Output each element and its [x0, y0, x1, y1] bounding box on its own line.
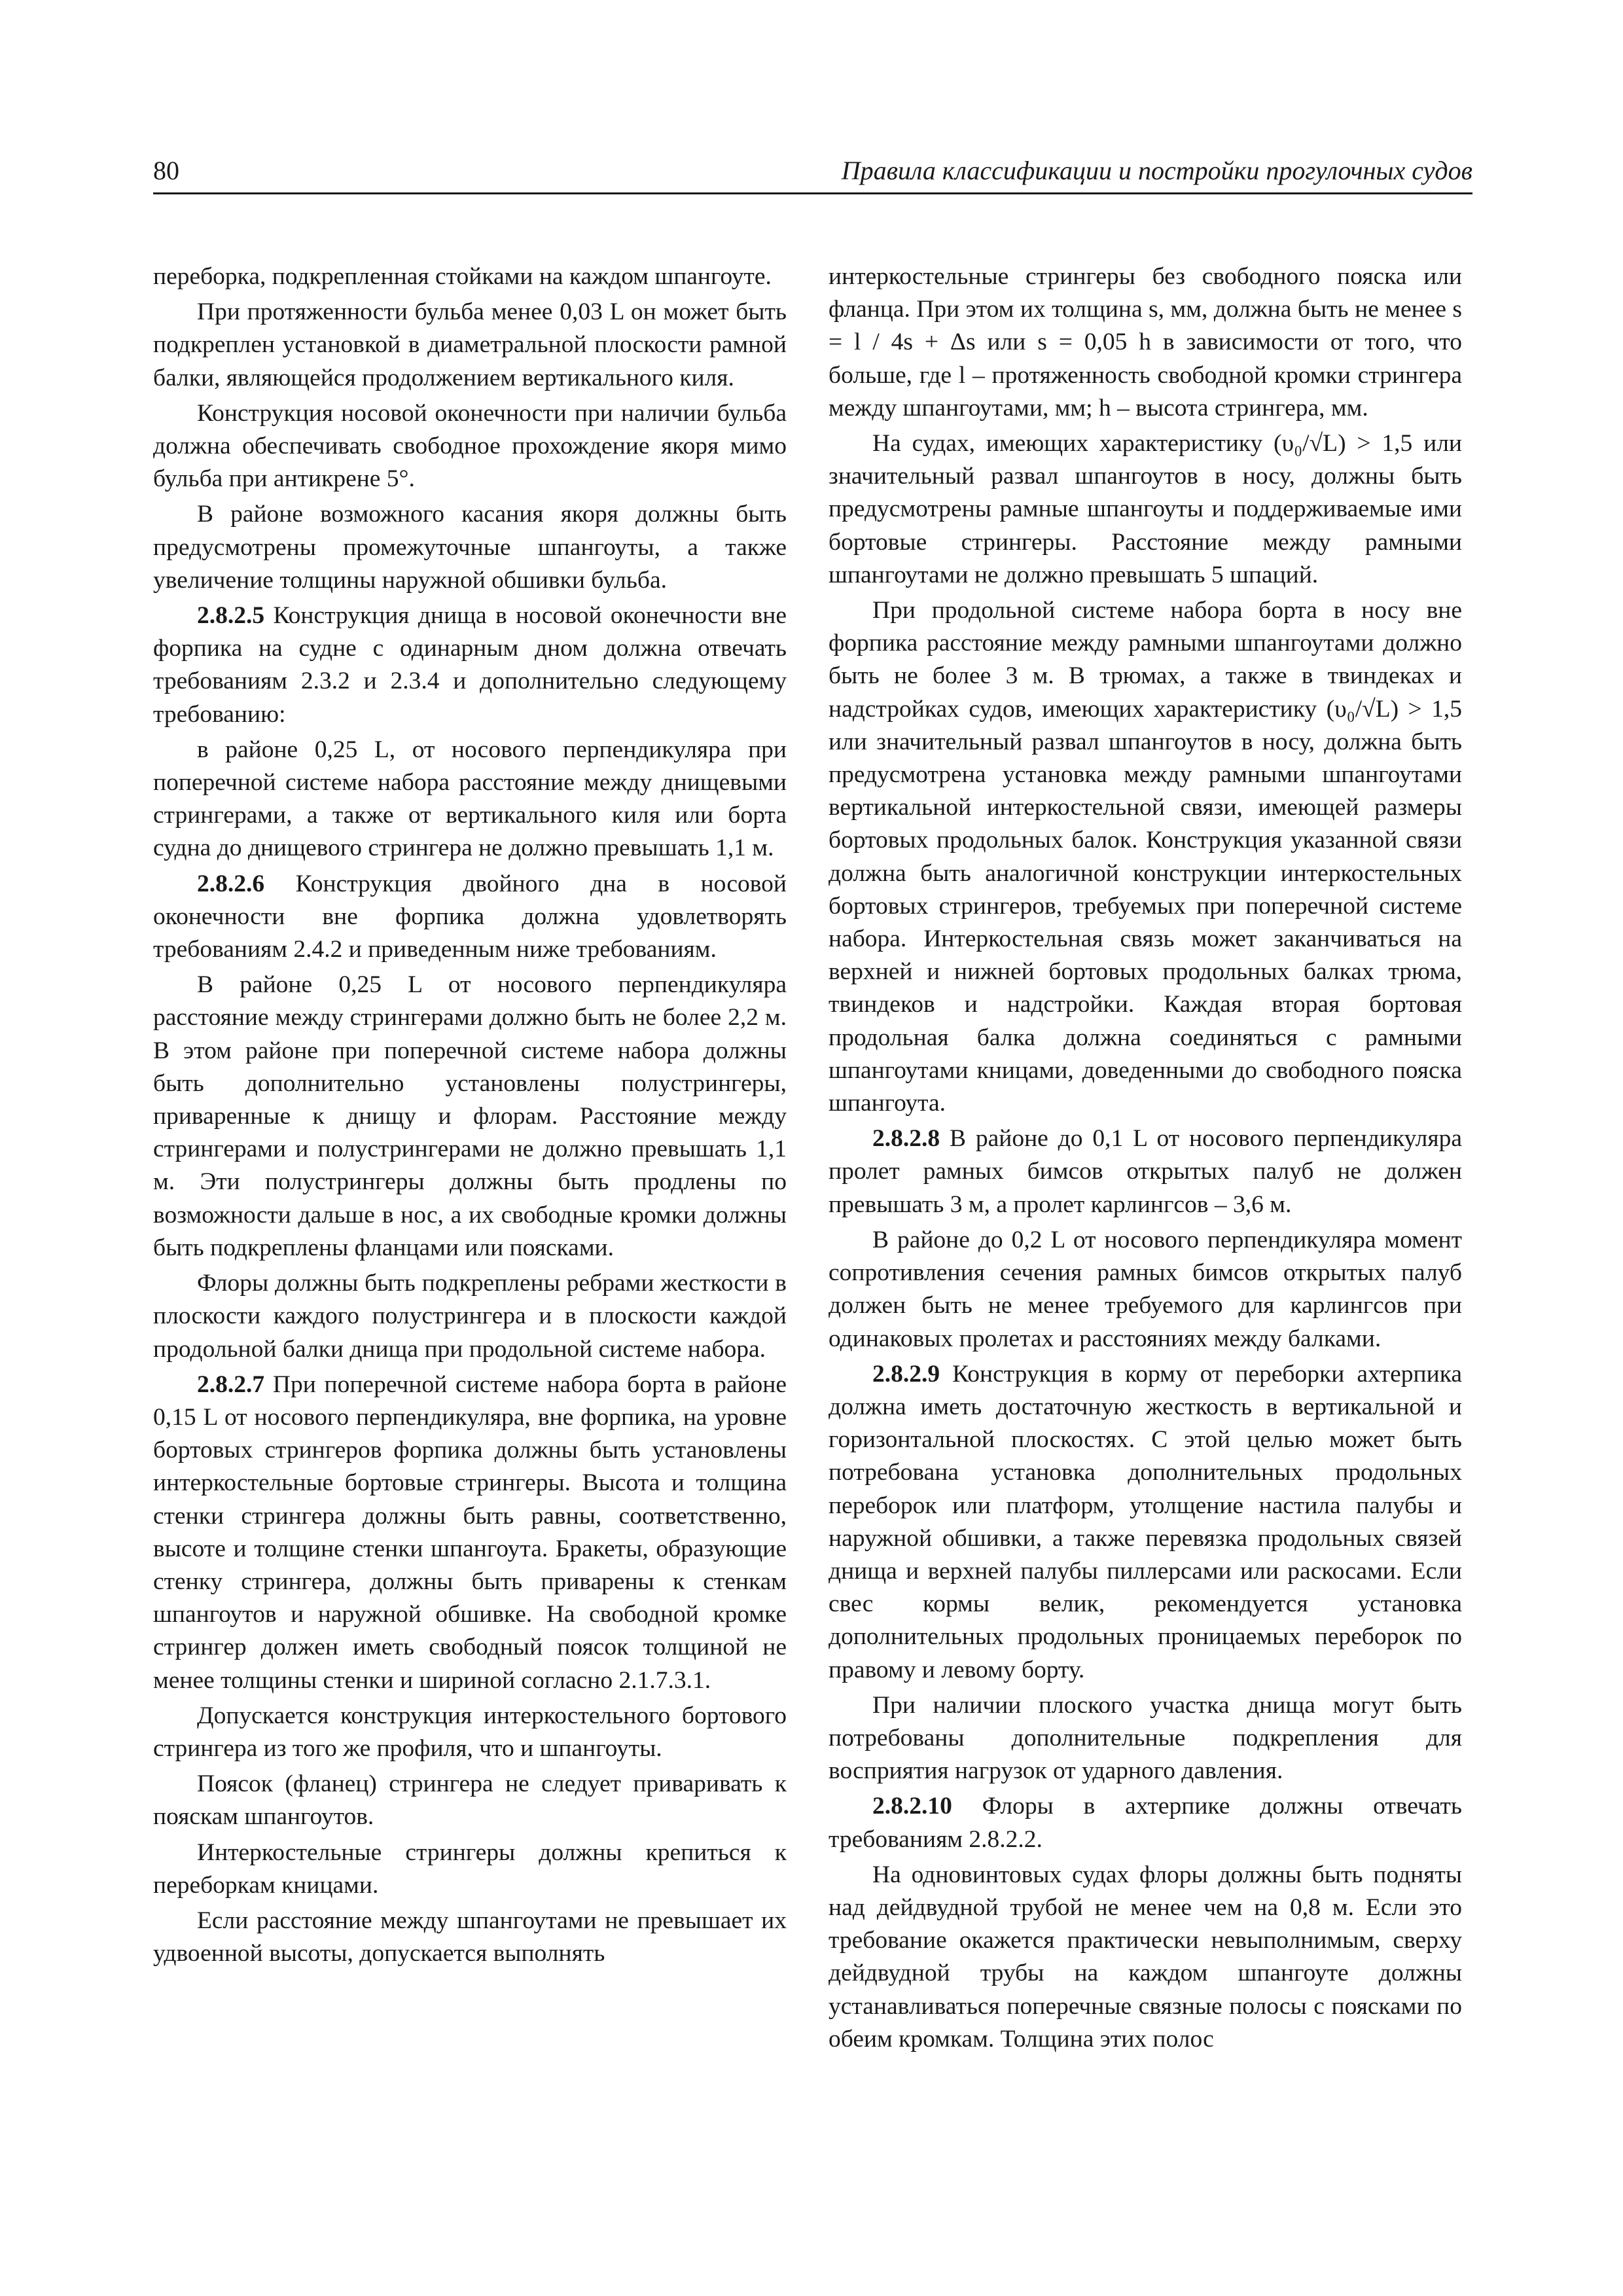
right-column	[829, 260, 1462, 2058]
paragraph	[153, 296, 787, 395]
paragraph	[153, 1369, 787, 1697]
paragraph-text: Флоры должны быть подкреплены ребрами жесткости в плоскости каждого полустрингера и в плоскости каждой продольной балки днища при продольной системе набора.	[153, 1270, 787, 1363]
paragraph-text: В районе до 0,1 L от носового перпендикуляра пролет рамных бимсов открытых палуб не должен превышать 3 м, а пролет карлингсов – 3,6 м.	[829, 1125, 1462, 1218]
paragraph	[153, 1700, 787, 1765]
page-number: 80	[153, 156, 179, 185]
paragraph	[153, 868, 787, 967]
left-column	[153, 260, 787, 1973]
paragraph-text: Интеркостельные стрингеры должны крепиться к переборкам кницами.	[153, 1839, 787, 1899]
paragraph-text: интеркостельные стрингеры без свободного пояска или фланца. При этом их толщина s, мм, должна быть не менее s = l / 4s + Δs или s = 0,05 h в зависимости от того, что больше, где l – протяженность свободной кромки стрингера между шпангоутами, мм; h – высота стрингера, мм.	[829, 263, 1462, 422]
paragraph-text: Конструкция в корму от переборки ахтерпика должна иметь достаточную жесткость в вертикальной и горизонтальной плоскостях. С этой целью может быть потребована установка дополнительных продольных переборок или платформ, утолщение настила палубы и наружной обшивки, а также перевязка продольных связей днища и верхней палубы пиллерсами или раскосами. Если свес кормы велик, рекомендуется установка дополнительных продольных проницаемых переборок по правому и левому борту.	[829, 1360, 1462, 1683]
paragraph-text: На одновинтовых судах флоры должны быть подняты над дейдвудной трубой не менее чем на 0,8 м. Если это требование окажется практически невыполнимым, сверху дейдвудной трубы на каждом шпангоуте должны устанавливаться поперечные связные полосы с поясками по обеим кромкам. Толщина этих полос	[829, 1861, 1462, 2053]
paragraph-text: При наличии плоского участка днища могут быть потребованы дополнительные подкрепления для восприятия нагрузок от ударного давления.	[829, 1691, 1462, 1785]
section-number: 2.8.2.5	[197, 602, 265, 630]
paragraph	[153, 1267, 787, 1366]
paragraph	[829, 594, 1462, 1120]
paragraph	[829, 1859, 1462, 2056]
paragraph	[153, 1768, 787, 1833]
paragraph-text: В районе возможного касания якоря должны быть предусмотрены промежуточные шпангоуты, а также увеличение толщины наружной обшивки бульба.	[153, 501, 787, 594]
paragraph	[153, 600, 787, 731]
section-number: 2.8.2.7	[197, 1371, 265, 1398]
paragraph	[829, 1224, 1462, 1355]
paragraph	[153, 1837, 787, 1902]
paragraph-text: Конструкция двойного дна в носовой оконечности вне форпика должна удовлетворять требованиям 2.4.2 и приведенным ниже требованиям.	[153, 870, 787, 963]
paragraph-text: В районе 0,25 L от носового перпендикуляра расстояние между стрингерами должно быть не более 2,2 м. В этом районе при поперечной системе набора должны быть дополнительно установлены полустрингеры, приваренные к днищу и флорам. Расстояние между стрингерами и полустрингерами не должно превышать 1,1 м. Эти полустрингеры должны быть продлены по возможности дальше в нос, а их свободные кромки должны быть подкреплены фланцами или поясками.	[153, 971, 787, 1261]
paragraph	[829, 1689, 1462, 1788]
page-header	[153, 152, 1472, 194]
paragraph	[153, 260, 787, 293]
paragraph-text: Флоры в ахтерпике должны отвечать требованиям 2.8.2.2.	[829, 1793, 1462, 1853]
section-number: 2.8.2.10	[872, 1793, 952, 1820]
paragraph-text: При протяженности бульба менее 0,03 L он может быть подкреплен установкой в диаметральной плоскости рамной балки, являющейся продолжением вертикального киля.	[153, 298, 787, 391]
paragraph	[829, 1790, 1462, 1856]
paragraph	[153, 969, 787, 1265]
paragraph	[829, 1122, 1462, 1221]
paragraph	[153, 1905, 787, 1970]
paragraph-text: Конструкция носовой оконечности при наличии бульба должна обеспечивать свободное прохождение якоря мимо бульба при антикрене 5°.	[153, 399, 787, 493]
paragraph-text: На судах, имеющих характеристику (υ₀/√L) > 1,5 или значительный развал шпангоутов в носу, должны быть предусмотрены рамные шпангоуты и поддерживаемые ими бортовые стрингеры. Расстояние между рамными шпангоутами не должно превышать 5 шпаций.	[829, 430, 1462, 588]
paragraph-text: переборка, подкрепленная стойками на каждом шпангоуте.	[153, 263, 772, 290]
paragraph-text: Поясок (фланец) стрингера не следует приваривать к пояскам шпангоутов.	[153, 1770, 787, 1831]
paragraph	[153, 397, 787, 496]
running-title: Правила классификации и постройки прогулочных судов	[841, 156, 1472, 185]
section-number: 2.8.2.9	[872, 1360, 940, 1388]
paragraph-text: При поперечной системе набора борта в районе 0,15 L от носового перпендикуляра, вне форпика, на уровне бортовых стрингеров форпика должны быть установлены интеркостельные бортовые стрингеры. Высота и толщина стенки стрингера должны быть равны, соответственно, высоте и толщине стенки шпангоута. Бракеты, образующие стенку стрингера, должны быть приварены к стенкам шпангоутов и наружной обшивке. На свободной кромке стрингер должен иметь свободный поясок толщиной не менее толщины стенки и шириной согласно 2.1.7.3.1.	[153, 1371, 787, 1694]
paragraph	[829, 1358, 1462, 1687]
section-number: 2.8.2.8	[872, 1125, 940, 1153]
paragraph-text: Допускается конструкция интеркостельного бортового стрингера из того же профиля, что и шпангоуты.	[153, 1702, 787, 1762]
paragraph	[829, 427, 1462, 592]
paragraph	[153, 498, 787, 597]
paragraph-text: В районе до 0,2 L от носового перпендикуляра момент сопротивления сечения рамных бимсов открытых палуб должен быть не менее требуемого для карлингсов при одинаковых пролетах и расстояниях между балками.	[829, 1226, 1462, 1352]
paragraph-text: При продольной системе набора борта в носу вне форпика расстояние между рамными шпангоутами должно быть не более 3 м. В трюмах, а также в твиндеках и надстройках судов, имеющих характеристику (υ₀/√L) > 1,5 или значительный развал шпангоутов в носу, должна быть предусмотрена установка между рамными шпангоутами вертикальной интеркостельной связи, имеющей размеры бортовых продольных балок. Конструкция указанной связи должна быть аналогичной конструкции интеркостельных бортовых стрингеров, требуемых при поперечной системе набора. Интеркостельная связь может заканчиваться на верхней и нижней бортовых продольных балках трюма, твиндеков и надстройки. Каждая вторая бортовая продольная балка должна соединяться с рамными шпангоутами кницами, доведенными до свободного пояска шпангоута.	[829, 597, 1462, 1117]
paragraph-text: Конструкция днища в носовой оконечности вне форпика на судне с одинарным дном должна отвечать требованиям 2.3.2 и 2.3.4 и дополнительно следующему требованию:	[153, 602, 787, 728]
paragraph-text: Если расстояние между шпангоутами не превышает их удвоенной высоты, допускается выполнять	[153, 1907, 787, 1967]
paragraph	[829, 260, 1462, 425]
paragraph-text: в районе 0,25 L, от носового перпендикуляра при поперечной системе набора расстояние между днищевыми стрингерами, а также от вертикального киля или борта судна до днищевого стрингера не должно превышать 1,1 м.	[153, 736, 787, 862]
section-number: 2.8.2.6	[197, 870, 265, 897]
paragraph	[153, 734, 787, 865]
